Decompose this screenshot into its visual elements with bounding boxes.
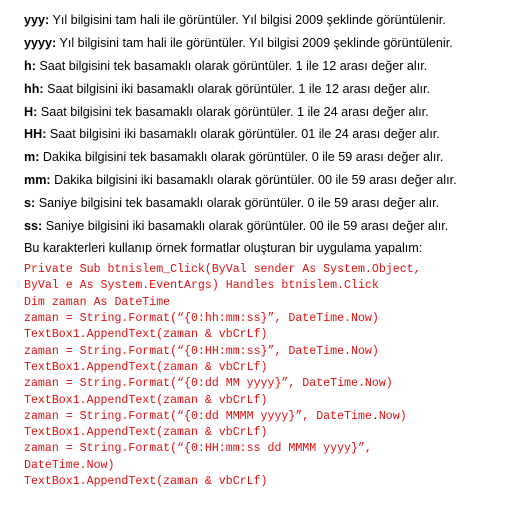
definition-text: Dakika bilgisini tek basamaklı olarak görüntüler. 0 ile 59 arası değer alır. xyxy=(39,150,444,164)
code-line: zaman = String.Format(“{0:hh:mm:ss}”, DateTime.Now) xyxy=(24,312,379,325)
code-line: TextBox1.AppendText(zaman & vbCrLf) xyxy=(24,361,268,374)
format-key: h: xyxy=(24,59,36,73)
format-key: HH: xyxy=(24,127,47,141)
definition-text: Yıl bilgisini tam hali ile görüntüler. Yıl bilgisi 2009 şeklinde görüntülenir. xyxy=(56,36,453,50)
intro-text: Bu karakterleri kullanıp örnek formatlar oluşturan bir uygulama yapalım: xyxy=(24,241,423,255)
code-line: zaman = String.Format(“{0:HH:mm:ss}”, DateTime.Now) xyxy=(24,345,379,358)
definition-line xyxy=(24,58,427,74)
format-key: yyyy: xyxy=(24,36,57,50)
code-line: Dim zaman As DateTime xyxy=(24,296,171,309)
definition-line xyxy=(24,172,457,188)
definition-text: Saat bilgisini tek basamaklı olarak görüntüler. 1 ile 24 arası değer alır. xyxy=(37,105,429,119)
definition-line xyxy=(24,195,439,211)
code-line: TextBox1.AppendText(zaman & vbCrLf) xyxy=(24,394,268,407)
definition-line xyxy=(24,126,440,142)
definition-text: Saniye bilgisini iki basamaklı olarak görüntüler. 00 ile 59 arası değer alır. xyxy=(42,219,449,233)
definition-line xyxy=(24,12,446,28)
code-line: TextBox1.AppendText(zaman & vbCrLf) xyxy=(24,475,268,488)
format-key: mm: xyxy=(24,173,51,187)
definition-line xyxy=(24,104,429,120)
format-key: yyy: xyxy=(24,13,50,27)
code-line: TextBox1.AppendText(zaman & vbCrLf) xyxy=(24,426,268,439)
definition-line xyxy=(24,218,448,234)
definition-line xyxy=(24,35,453,51)
definition-text: Saat bilgisini iki basamaklı olarak görüntüler. 1 ile 12 arası değer alır. xyxy=(43,82,431,96)
format-key: hh: xyxy=(24,82,44,96)
format-key: s: xyxy=(24,196,36,210)
definition-text: Dakika bilgisini iki basamaklı olarak görüntüler. 00 ile 59 arası değer alır. xyxy=(50,173,457,187)
code-line: ByVal e As System.EventArgs) Handles btnislem.Click xyxy=(24,279,379,292)
code-line: TextBox1.AppendText(zaman & vbCrLf) xyxy=(24,328,268,341)
definition-line xyxy=(24,149,443,165)
definition-text: Saniye bilgisini tek basamaklı olarak görüntüler. 0 ile 59 arası değer alır. xyxy=(35,196,440,210)
code-line: DateTime.Now) xyxy=(24,459,115,472)
definition-line xyxy=(24,81,430,97)
definition-text: Saat bilgisini iki basamaklı olarak görüntüler. 01 ile 24 arası değer alır. xyxy=(46,127,440,141)
format-key: H: xyxy=(24,105,38,119)
format-key: ss: xyxy=(24,219,43,233)
definition-text: Yıl bilgisini tam hali ile görüntüler. Yıl bilgisi 2009 şeklinde görüntülenir. xyxy=(49,13,446,27)
code-line: zaman = String.Format(“{0:dd MM yyyy}”, DateTime.Now) xyxy=(24,377,393,390)
format-key: m: xyxy=(24,150,40,164)
code-line: zaman = String.Format(“{0:HH:mm:ss dd MMMM yyyy}”, xyxy=(24,442,372,455)
code-line: zaman = String.Format(“{0:dd MMMM yyyy}”, DateTime.Now) xyxy=(24,410,407,423)
definition-text: Saat bilgisini tek basamaklı olarak görüntüler. 1 ile 12 arası değer alır. xyxy=(35,59,428,73)
code-line: Private Sub btnislem_Click(ByVal sender As System.Object, xyxy=(24,263,421,276)
